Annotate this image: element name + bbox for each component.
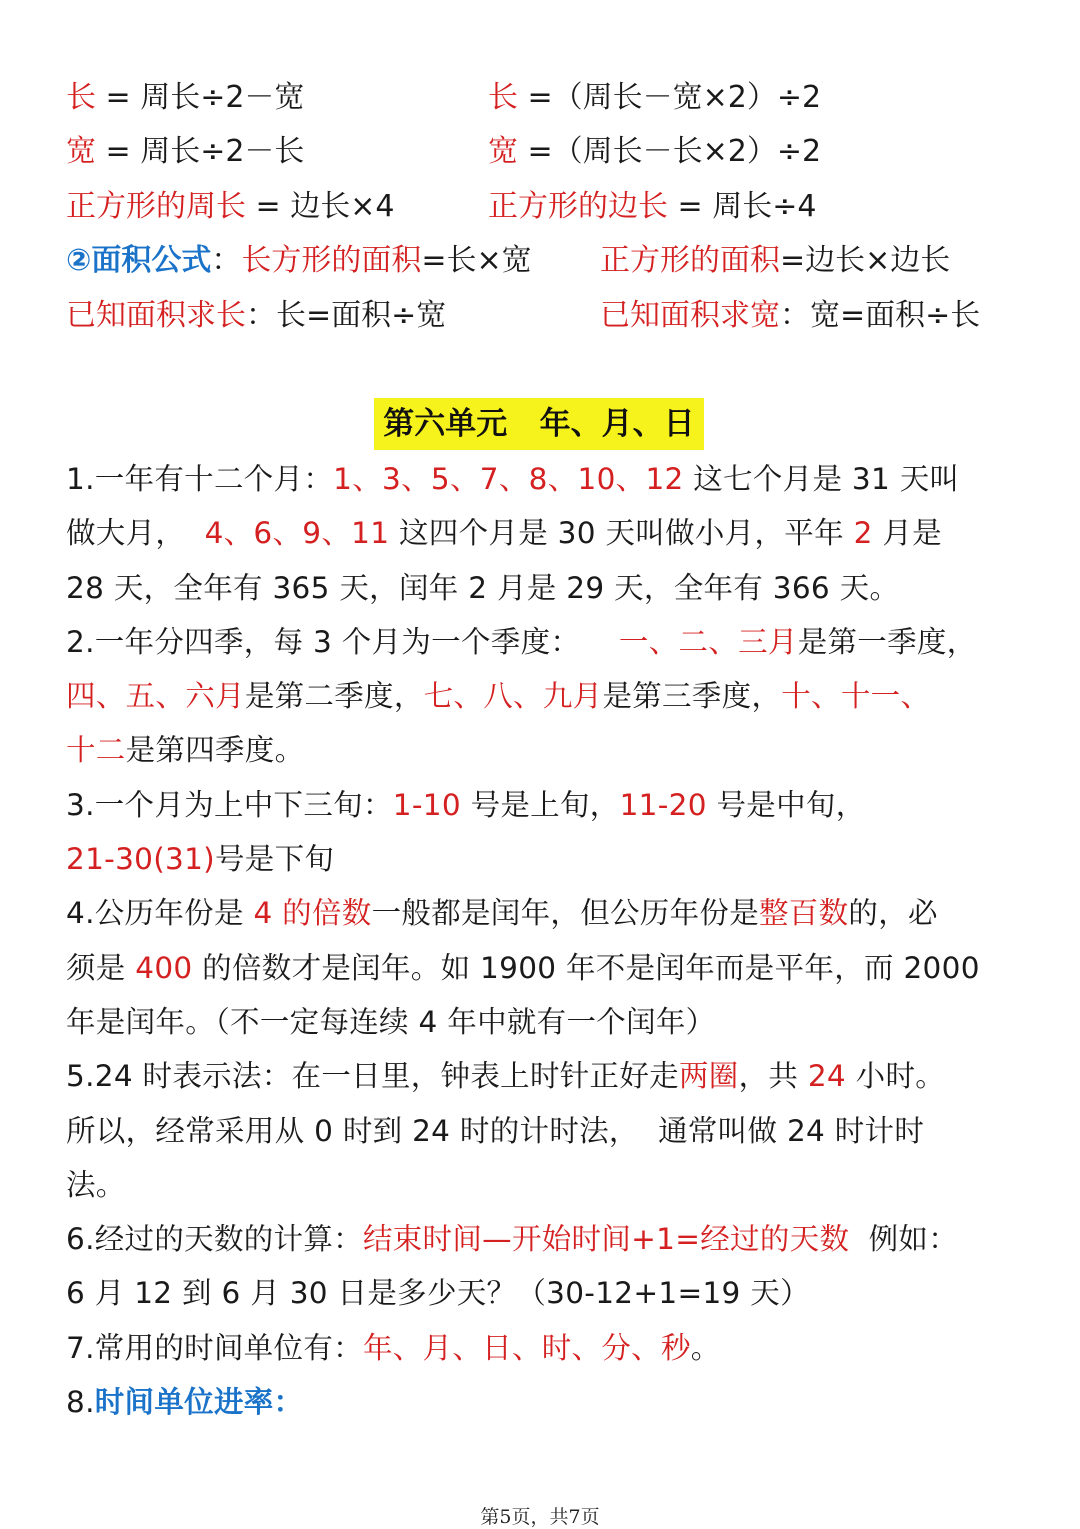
highlight-text: 21-30(31) bbox=[66, 842, 215, 877]
highlight-text: 1、3、5、7、8、10、12 bbox=[333, 462, 684, 496]
text: 4.公历年份是 bbox=[66, 896, 254, 931]
area-formula-label: ②面积公式 bbox=[66, 243, 212, 278]
item-2-line-3 bbox=[66, 723, 1038, 777]
formula-width-2 bbox=[488, 132, 821, 172]
formula-term: 已知面积求宽 bbox=[600, 298, 780, 333]
text: 所以，经常采用从 0 时到 24 时的计时法， 通常叫做 24 时计时 bbox=[66, 1113, 925, 1148]
highlight-text: 2 bbox=[853, 516, 873, 551]
item-1-line-3 bbox=[66, 561, 1038, 615]
text: 6.经过的天数的计算： bbox=[66, 1222, 363, 1257]
formula-term: 长方形的面积 bbox=[241, 243, 422, 278]
item-5-line-3 bbox=[66, 1158, 1038, 1212]
unit-title: 第六单元 年、月、日 bbox=[374, 398, 704, 450]
formula-expression: = 周长÷2－宽 bbox=[96, 80, 305, 115]
highlight-text: 七、八、九月 bbox=[423, 679, 603, 714]
text: 1.一年有十二个月： bbox=[66, 462, 334, 496]
text: 法。 bbox=[66, 1167, 126, 1202]
formula-expression: =（周长－宽×2）÷2 bbox=[518, 80, 822, 115]
text: 。 bbox=[690, 1330, 721, 1365]
formula-expression: ：宽=面积÷长 bbox=[780, 298, 981, 333]
text: 做大月， bbox=[66, 516, 205, 551]
text: 是第一季度， bbox=[797, 624, 977, 659]
formula-length-2 bbox=[488, 78, 821, 118]
formula-term: 长 bbox=[488, 80, 518, 115]
item-2-line-1 bbox=[66, 615, 1038, 669]
formula-term: 宽 bbox=[488, 134, 518, 169]
formula-term: 正方形的边长 bbox=[488, 189, 668, 224]
formula-expression: = 边长×4 bbox=[246, 189, 395, 224]
text: 的倍数才是闰年。如 1900 年不是闰年而是平年，而 2000 bbox=[192, 950, 980, 985]
text: 28 天，全年有 365 天，闰年 2 月是 29 天，全年有 366 天。 bbox=[66, 570, 900, 605]
highlight-text: 年、月、日、时、分、秒 bbox=[362, 1330, 691, 1365]
highlight-text: 11-20 bbox=[619, 787, 707, 822]
text: 3.一个月为上中下三旬： bbox=[66, 787, 393, 822]
item-1-line-2 bbox=[66, 506, 1038, 560]
item-4-line-3 bbox=[66, 995, 1038, 1049]
item-5-line-2 bbox=[66, 1104, 1038, 1158]
formula-length-1 bbox=[66, 78, 304, 118]
text: 是第二季度， bbox=[244, 679, 424, 714]
unit-content bbox=[66, 452, 1038, 1429]
highlight-text: 400 bbox=[135, 950, 193, 985]
item-4-line-1 bbox=[66, 886, 1038, 940]
text: 小时。 bbox=[846, 1059, 946, 1094]
highlight-text: 4、6、9、11 bbox=[204, 516, 390, 551]
highlight-text: 1-10 bbox=[392, 787, 461, 822]
text: 的，必 bbox=[848, 896, 938, 931]
highlight-text: 24 bbox=[807, 1059, 846, 1094]
highlight-text: 整百数 bbox=[759, 896, 849, 931]
highlight-text: 两圈 bbox=[678, 1059, 739, 1094]
item-3-line-2 bbox=[66, 832, 1038, 886]
text: 5.24 时表示法：在一日里，钟表上时针正好走 bbox=[66, 1059, 679, 1094]
formula-term: 正方形的周长 bbox=[66, 189, 246, 224]
formula-term: 正方形的面积 bbox=[600, 243, 780, 278]
item-3-line-1 bbox=[66, 778, 1038, 832]
text: 7.常用的时间单位有： bbox=[66, 1330, 363, 1365]
highlight-text: 十二 bbox=[66, 733, 126, 768]
highlight-text: 十、十一、 bbox=[781, 679, 931, 714]
text: ，共 bbox=[738, 1059, 808, 1094]
text: 8. bbox=[66, 1385, 95, 1420]
formula-expression: =边长×边长 bbox=[780, 243, 951, 278]
text: 是第四季度。 bbox=[125, 733, 305, 768]
formula-expression: =长×宽 bbox=[421, 243, 532, 278]
formula-square-area bbox=[600, 241, 950, 281]
formula-rect-area bbox=[66, 241, 532, 281]
item-8-line-1 bbox=[66, 1375, 1038, 1429]
label-separator: ： bbox=[211, 243, 242, 278]
formula-expression: = 周长÷4 bbox=[668, 189, 817, 224]
text: 例如： bbox=[849, 1222, 959, 1257]
text: 号是下旬 bbox=[214, 842, 335, 877]
text: 2.一年分四季，每 3 个月为一个季度： bbox=[66, 624, 619, 659]
item-4-line-2 bbox=[66, 941, 1038, 995]
formula-term: 已知面积求长 bbox=[66, 298, 246, 333]
text: 6 月 12 到 6 月 30 日是多少天？（30-12+1=19 天） bbox=[66, 1276, 810, 1311]
text: 月是 bbox=[872, 516, 942, 551]
item-7-line-1 bbox=[66, 1321, 1038, 1375]
text: 年是闰年。（不一定每连续 4 年中就有一个闰年） bbox=[66, 1004, 716, 1039]
formula-expression: = 周长÷2－长 bbox=[96, 134, 305, 169]
text: 这四个月是 30 天叫做小月，平年 bbox=[389, 516, 854, 551]
highlight-text: 4 的倍数 bbox=[253, 896, 372, 931]
item-6-line-1 bbox=[66, 1212, 1038, 1266]
text: 这七个月是 31 天叫 bbox=[683, 462, 960, 496]
item-6-line-2 bbox=[66, 1266, 1038, 1320]
text: 是第三季度， bbox=[602, 679, 782, 714]
highlight-text: 四、五、六月 bbox=[66, 679, 245, 714]
formula-length-from-area bbox=[66, 296, 446, 336]
formula-square-side bbox=[488, 187, 816, 227]
text: 号是上旬， bbox=[460, 787, 620, 822]
highlight-text: 结束时间—开始时间+1=经过的天数 bbox=[362, 1222, 850, 1257]
item-1-line-1 bbox=[66, 452, 1038, 506]
item-5-line-1 bbox=[66, 1049, 1038, 1103]
item-2-line-2 bbox=[66, 669, 1038, 723]
formula-term: 长 bbox=[66, 80, 96, 115]
formula-square-perimeter bbox=[66, 187, 394, 227]
formula-expression: ：长=面积÷宽 bbox=[246, 298, 447, 333]
formula-term: 宽 bbox=[66, 134, 96, 169]
formula-width-from-area bbox=[600, 296, 980, 336]
text: 一般都是闰年，但公历年份是 bbox=[371, 896, 759, 931]
page-number: 第5页，共7页 bbox=[480, 1506, 600, 1528]
formula-width-1 bbox=[66, 132, 304, 172]
highlight-text: 一、二、三月 bbox=[618, 624, 798, 659]
formula-expression: =（周长－长×2）÷2 bbox=[518, 134, 822, 169]
text: 须是 bbox=[66, 950, 136, 985]
section-label: 时间单位进率： bbox=[94, 1385, 304, 1420]
text: 号是中旬， bbox=[706, 787, 866, 822]
